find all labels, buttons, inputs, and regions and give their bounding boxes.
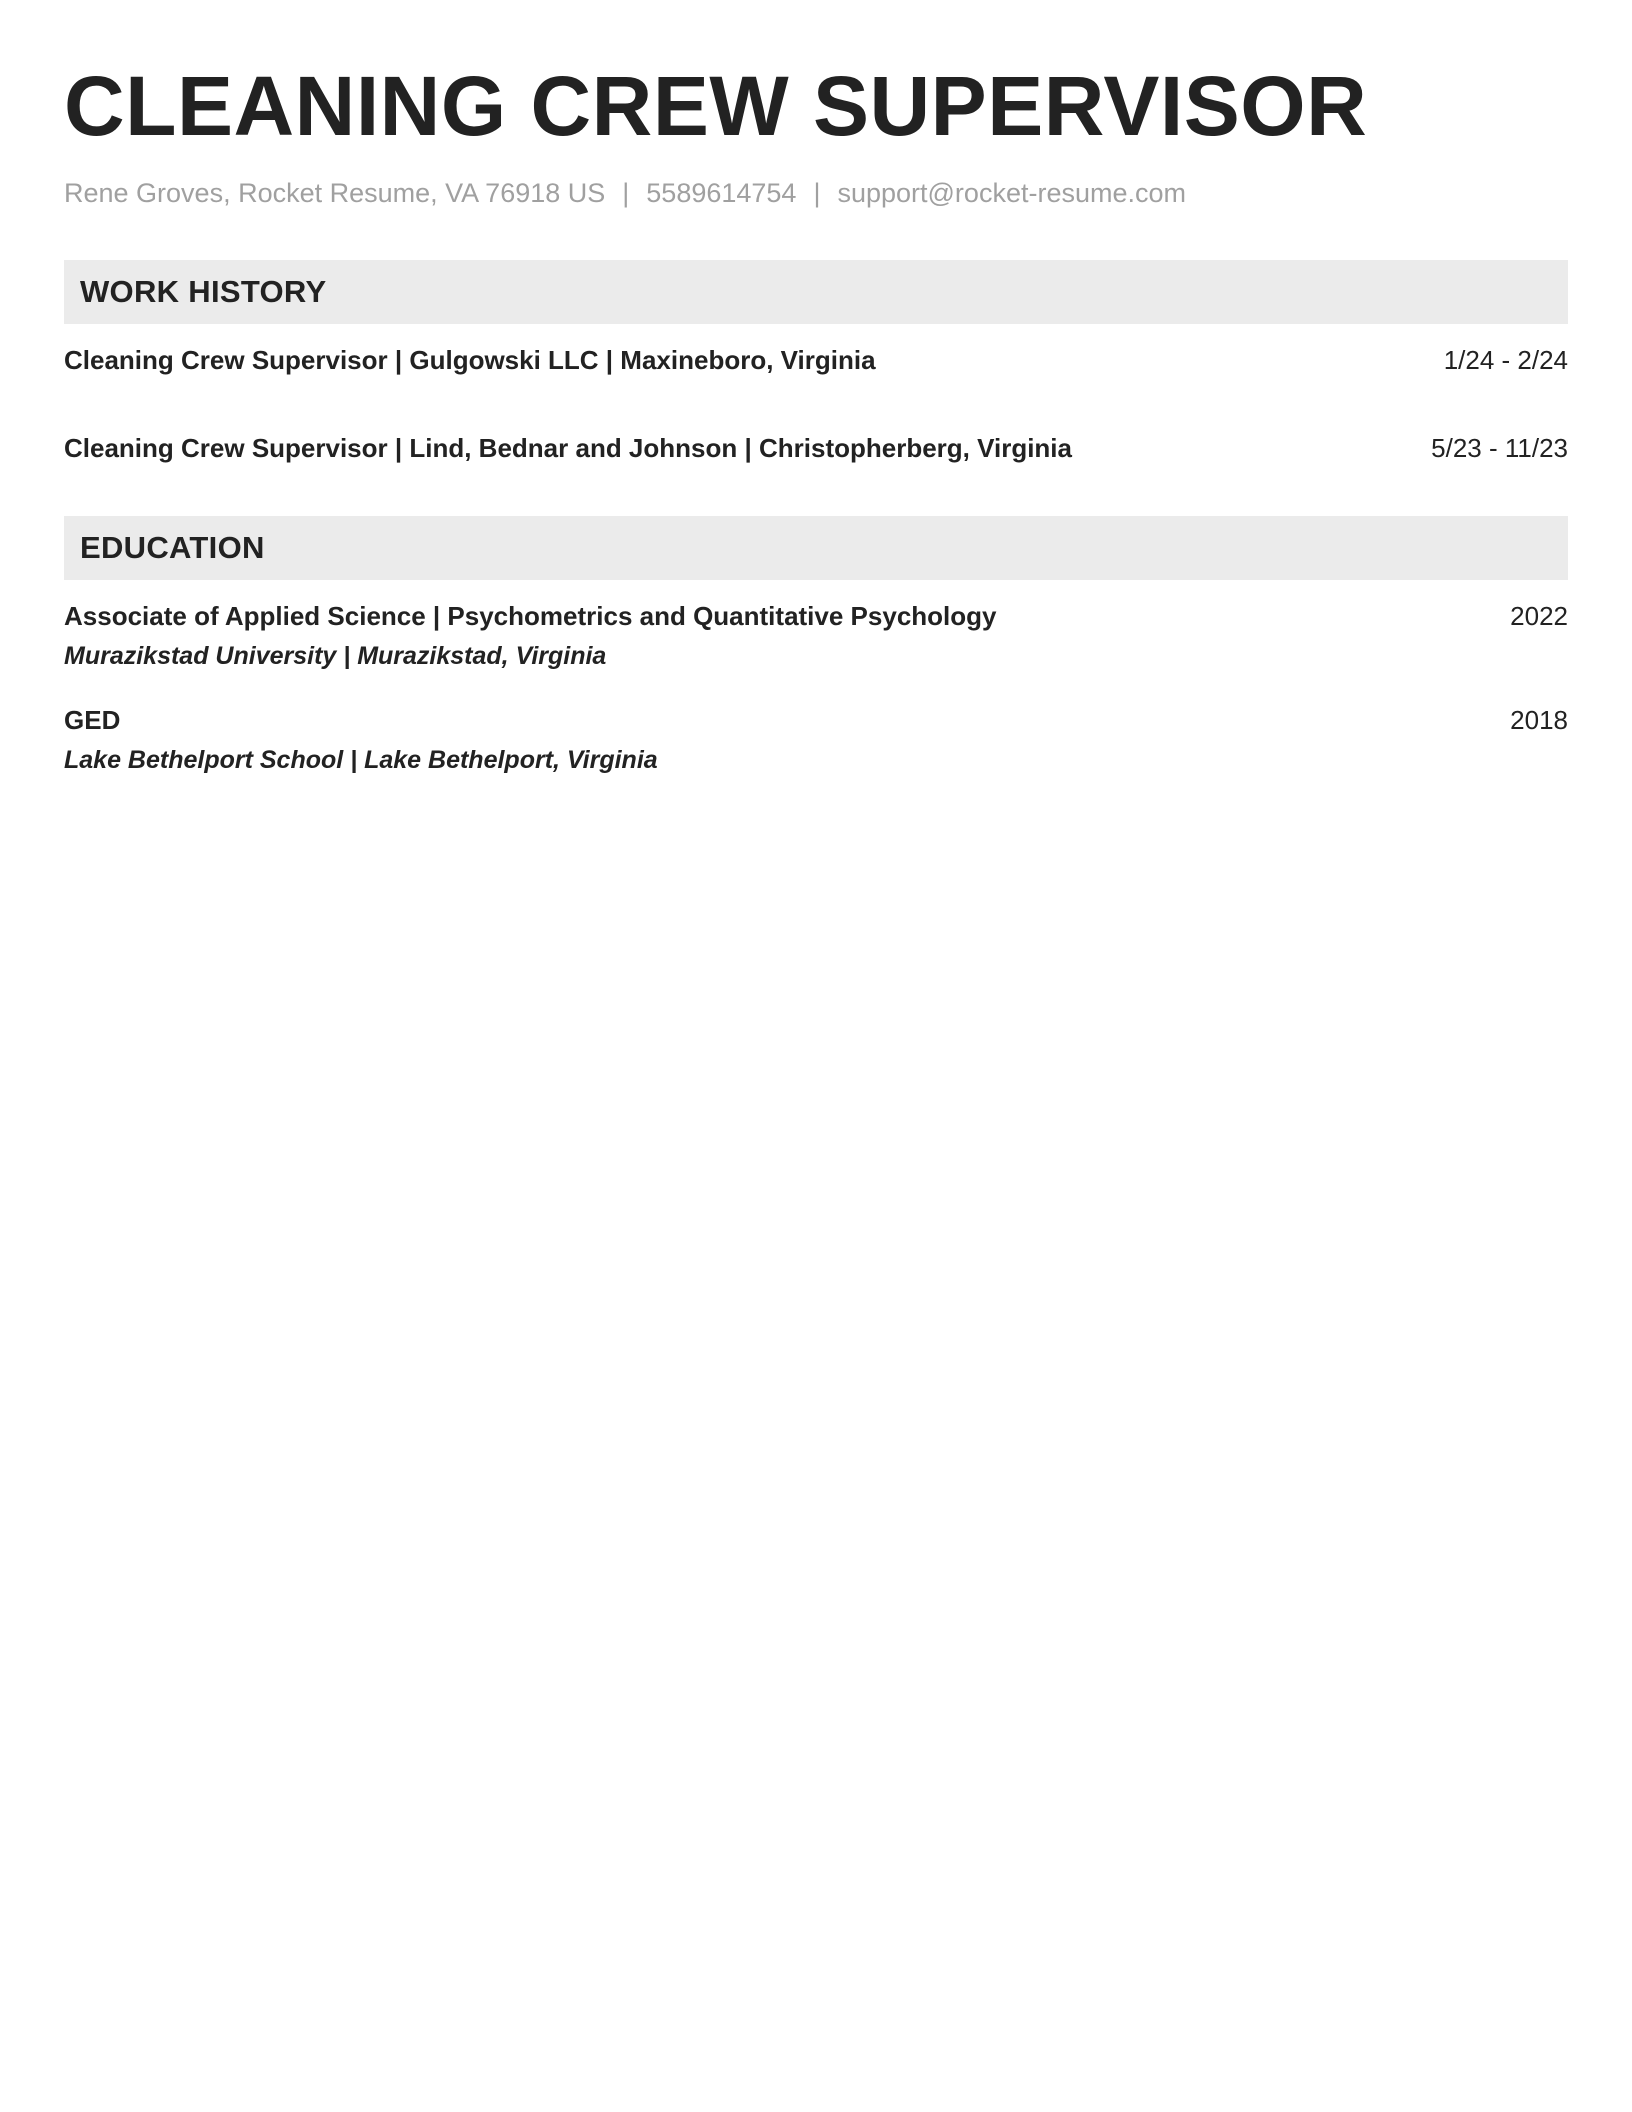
education-header-row bbox=[64, 600, 1568, 632]
contact-line bbox=[64, 176, 1568, 210]
contact-address: Rene Groves, Rocket Resume, VA 76918 US bbox=[64, 178, 606, 208]
graduation-year: 2018 bbox=[1510, 705, 1568, 735]
graduation-year: 2022 bbox=[1510, 601, 1568, 631]
section-heading-work-history: WORK HISTORY bbox=[64, 260, 1568, 324]
contact-separator: | bbox=[813, 178, 821, 208]
contact-separator: | bbox=[622, 178, 630, 208]
degree-title: Associate of Applied Science | Psychometrics and Quantitative Psychology bbox=[64, 601, 997, 631]
degree-title: GED bbox=[64, 705, 121, 735]
work-history-item bbox=[64, 432, 1568, 464]
school-name: Lake Bethelport School | Lake Bethelport, Virginia bbox=[64, 746, 658, 774]
section-heading-education: EDUCATION bbox=[64, 516, 1568, 580]
work-history-item bbox=[64, 344, 1568, 376]
job-dates: 5/23 - 11/23 bbox=[1431, 433, 1568, 463]
education-header-row bbox=[64, 704, 1568, 736]
job-title: Cleaning Crew Supervisor | Gulgowski LLC | Maxineboro, Virginia bbox=[64, 345, 876, 375]
school-name: Murazikstad University | Murazikstad, Virginia bbox=[64, 642, 607, 670]
job-dates: 1/24 - 2/24 bbox=[1443, 345, 1568, 375]
resume-title: CLEANING CREW SUPERVISOR bbox=[64, 59, 1368, 153]
contact-phone: 5589614754 bbox=[646, 178, 797, 208]
contact-email[interactable]: support@rocket-resume.com bbox=[837, 178, 1186, 208]
job-title: Cleaning Crew Supervisor | Lind, Bednar and Johnson | Christopherberg, Virginia bbox=[64, 433, 1072, 463]
education-item bbox=[64, 600, 1568, 672]
education-item bbox=[64, 704, 1568, 776]
